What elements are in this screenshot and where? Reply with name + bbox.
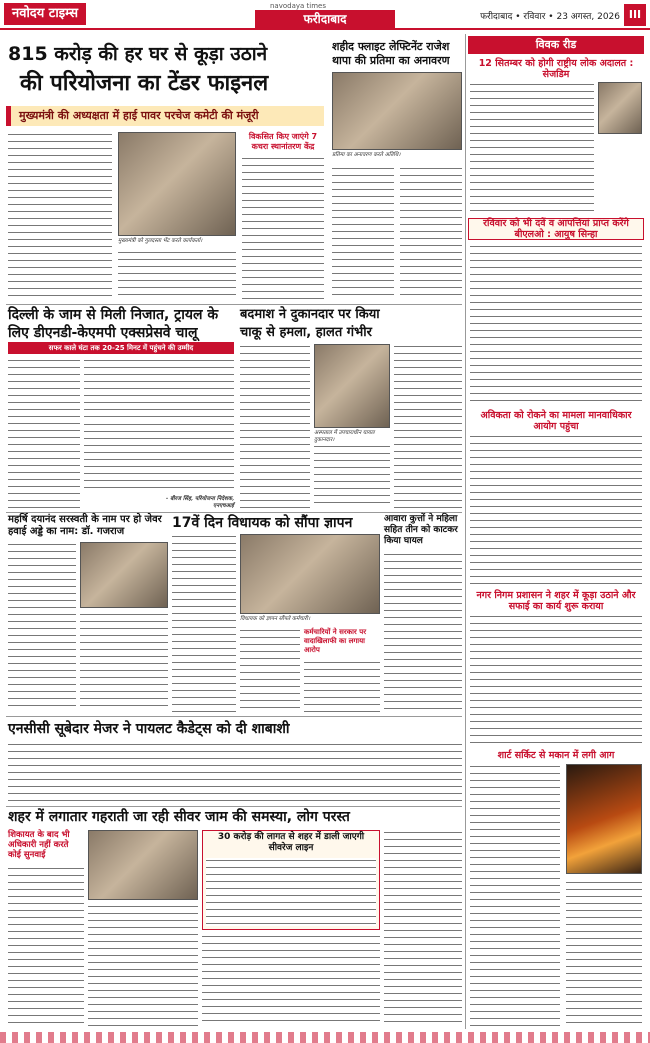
delhi-body-col1 <box>8 358 80 508</box>
sidebar-item1-headline: 12 सितम्बर को होगी राष्ट्रीय लोक अदालत : सेजडिम <box>478 58 634 80</box>
sewer-box-title: 30 करोड़ की लागत से शहर में डाली जाएगी सीवरेज लाइन <box>217 832 365 853</box>
sidebar-header: विवक रीड <box>468 36 644 54</box>
sewer-body-col2 <box>88 904 198 1026</box>
memo-body-col1 <box>172 534 236 712</box>
lead-photo-caption: मुख्यमंत्री को गुलदस्ता भेंट करते कार्यकर्ता। <box>118 238 203 244</box>
statue-photo-caption: प्रतिमा का अनावरण करते अतिथि। <box>332 152 401 158</box>
dayanand-body-col2 <box>80 612 168 712</box>
dogs-body <box>384 552 462 712</box>
memo-photo-caption: विधायक को ज्ञापन सौंपते कर्मचारी। <box>240 616 311 622</box>
lead-sidebar-body <box>242 156 324 300</box>
statue-body-col2 <box>400 166 462 300</box>
sewer-box-body <box>206 858 376 926</box>
memo-body-col2 <box>240 628 300 712</box>
memo-headline: 17वें दिन विधायक को सौंपा ज्ञापन <box>172 515 353 531</box>
crime-body-col3 <box>394 344 462 508</box>
sidebar-item1-photo <box>598 82 642 134</box>
row-divider-4 <box>6 806 462 807</box>
statue-body-col1 <box>332 166 394 300</box>
delhi-body-col2 <box>84 358 234 418</box>
sewer-body-col4 <box>384 830 462 1026</box>
sidebar-item1-body <box>470 82 594 212</box>
row-divider <box>6 304 462 305</box>
sidebar-item4-body <box>470 614 642 744</box>
row-divider-2 <box>6 512 462 513</box>
dayanand-body-col1 <box>8 542 76 712</box>
lead-sidebar-title: विकसित किए जाएंगे 7 कचरा स्थानांतरण केंद्र <box>248 132 318 151</box>
sidebar-item3-body <box>470 434 642 584</box>
sidebar-item3-headline: अविकता को रोकने का मामला मानवाधिकार आयोग पहुंचा <box>480 410 632 432</box>
crime-photo-caption: अस्पताल में उपचाराधीन घायल दुकानदार। <box>314 430 375 443</box>
fire-photo <box>566 764 642 874</box>
memo-pull-quote: कर्मचारियों ने सरकार पर वादाखिलाफी का लगाया आरोप <box>304 628 367 654</box>
crime-photo <box>314 344 390 428</box>
delhi-headline-2: लिए डीएनडी-केएमपी एक्सप्रेसवे चालू <box>8 325 198 341</box>
ncc-headline: एनसीसी सूबेदार मेजर ने पायलट कैडेट्स को दी शाबाशी <box>8 721 290 737</box>
crime-headline-2: चाकू से हमला, हालत गंभीर <box>240 325 372 340</box>
sewer-body-col1 <box>8 866 84 1026</box>
lead-body-col1 <box>8 132 112 300</box>
crime-headline-1: बदमाश ने दुकानदार पर किया <box>240 307 380 322</box>
sidebar-item4-headline: नगर निगम प्रशासन ने शहर में कूड़ा उठाने और सफाई का कार्य शुरू कराया <box>476 590 636 612</box>
sidebar-divider <box>465 34 466 1029</box>
dogs-headline: आवारा कुत्तों ने महिला सहित तीन को काटकर किया घायल <box>384 514 458 546</box>
masthead <box>0 0 650 30</box>
sidebar-item2-body <box>470 244 642 404</box>
crime-body-col2 <box>314 444 390 508</box>
lead-headline-2: की परियोजना का टेंडर फाइनल <box>20 71 269 96</box>
row-divider-3 <box>6 716 462 717</box>
sewer-photo <box>88 830 198 900</box>
lead-subhead: मुख्यमंत्री की अध्यक्षता में हाई पावर परचेज कमेटी की मंजूरी <box>6 106 324 126</box>
statue-photo <box>332 72 462 150</box>
sewer-headline: शहर में लगातार गहराती जा रही सीवर जाम की समस्या, लोग परस्त <box>8 809 350 825</box>
ncc-body <box>8 742 462 802</box>
sidebar-item5-body2 <box>566 880 642 1026</box>
delhi-redbar: सफर काले घंटा तक 20-25 मिनट में पहुंचने की उम्मीद <box>8 342 234 354</box>
lead-headline-1: 815 करोड़ की हर घर से कूड़ा उठाने <box>8 43 268 65</box>
dayanand-photo <box>80 542 168 608</box>
lead-photo <box>118 132 236 236</box>
delhi-headline-1: दिल्ली के जाम से मिली निजात, ट्रायल के <box>8 307 219 323</box>
sewer-sub-left: शिकायत के बाद भी अधिकारी नहीं करते कोई सुनवाई <box>8 830 70 860</box>
sidebar-item2-headline: रविवार को भी दवें व आपत्तियां प्राप्त करेंगे बीएलओ : आयुष सिन्हा <box>483 218 629 240</box>
edition-tag: navodaya times <box>270 2 327 10</box>
newspaper-brand: नवोदय टाइम्स <box>4 3 86 25</box>
memo-body-col3 <box>304 660 380 712</box>
memo-photo <box>240 534 380 614</box>
sidebar-item5-headline: शार्ट सर्किट से मकान में लगी आग <box>497 750 615 761</box>
sewer-body-col3 <box>202 934 380 1026</box>
dateline: फरीदाबाद • रविवार • 23 अगस्त, 2026 <box>480 12 620 22</box>
footer-strip <box>0 1032 650 1043</box>
city-label: फरीदाबाद <box>255 10 395 28</box>
delhi-quote-by: - बीरज सिंह, परियोजना निदेशक, एनएचआई <box>165 496 234 509</box>
page-number: III <box>624 4 646 26</box>
dayanand-headline: महर्षि दयानंद सरस्वती के नाम पर हो जेवर हवाई अड्डे का नाम: डॉ. गजराज <box>8 514 162 537</box>
sidebar-item5-body <box>470 764 560 1026</box>
crime-body-col1 <box>240 344 310 508</box>
statue-headline: शहीद फ्लाइट लेफ्टिनेंट राजेश थापा की प्रतिमा का अनावरण <box>332 40 450 67</box>
lead-body-col2 <box>118 250 236 300</box>
delhi-quote <box>84 422 234 492</box>
